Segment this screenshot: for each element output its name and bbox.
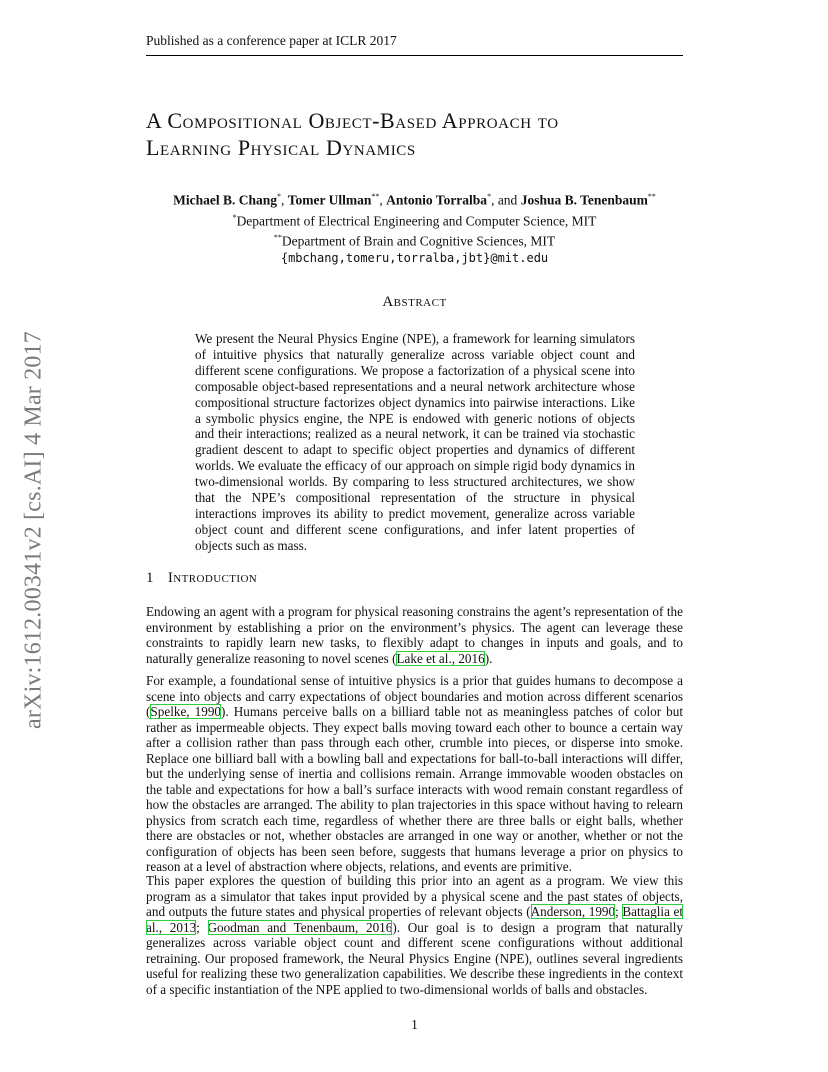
section-number: 1 <box>146 570 154 586</box>
affiliation-text: Department of Brain and Cognitive Sciences, MIT <box>281 233 556 249</box>
paragraph-text: ). Our goal is to design a program that naturally generalizes across variable object count and different scene configurations without additional retraining. Our proposed framework, the Neural Physics Engine (NPE), outlines several ingredients useful for realizing these two generalization capabilities. We describe these ingredients in the context of a specific instantiation of the NPE applied to two-dimensional worlds of balls and obstacles. <box>146 919 683 997</box>
affiliation-line <box>146 229 683 250</box>
paragraph-text: ). <box>484 650 493 666</box>
section-title: Introduction <box>167 570 258 586</box>
arxiv-stamp <box>8 300 60 760</box>
author-separator: , and <box>491 192 521 208</box>
author-name: Michael B. Chang <box>173 192 278 208</box>
affiliation-mark: ** <box>273 233 282 242</box>
paragraph-text: This paper explores the question of building this prior into an agent as a program. We view this program as a simulator that takes input provided by a physical scene and the past states of objects, and outputs the future states and physical properties of relevant objects ( <box>146 873 683 919</box>
author-block <box>146 188 683 267</box>
affiliation-line <box>146 209 683 230</box>
citation-link[interactable]: Battaglia et al., 2013 <box>146 904 683 935</box>
citation-link[interactable]: Spelke, 1990 <box>150 704 222 719</box>
abstract-text: We present the Neural Physics Engine (NPE), a framework for learning simulators of intuitive physics that naturally generalize across variable object count and different scene configurations. We propose a factorization of a physical scene into composable object-based representations and a neural network architecture whose compositional structure factorizes object dynamics into pairwise interactions. Like a symbolic physics engine, the NPE is endowed with generic notions of objects and their interactions; realized as a neural network, it can be trained via stochastic gradient descent to adapt to specific object properties and dynamics of different worlds. We evaluate the efficacy of our approach on simple rigid body dynamics in two-dimensional worlds. By comparing to less structured architectures, we show that the NPE’s compositional representation of the structure in physical interactions improves its ability to predict movement, generalize across variable object count and different scene configurations, and infer latent properties of objects such as mass. <box>195 331 635 553</box>
author-line <box>146 188 683 209</box>
author-email: {mbchang,tomeru,torralba,jbt}@mit.edu <box>280 250 549 265</box>
paragraph-text: ). Humans perceive balls on a billiard table not as meaningless patches of color but rather as impermeable objects. They expect balls moving toward each other to bounce a certain way after a collision rather than pass through each other, crumble into pieces, or disperse into smoke. Replace one billiard ball with a bowling ball and expectations for ball-to-ball interactions will differ, but the underlying sense of inertia and collisions remain. Arrange immovable wooden obstacles on the table and expectations for how a ball’s surface interacts with wood remain constant regardless of how the obstacles are arranged. The ability to plan trajectories in this space without having to relearn physics from scratch each time, regardless of whether there are three balls or eight balls, whether there are obstacles or not, whether obstacles are arranged in one way or another, whether or not the configuration of objects has been seen before, suggests that humans leverage a prior on physics to reason at a level of abstraction where objects, relations, and events are primitive. <box>146 704 683 874</box>
title-line-2: Learning Physical Dynamics <box>146 135 416 160</box>
page-number: 1 <box>411 1017 418 1032</box>
author-separator: , <box>281 192 288 208</box>
affiliation-text: Department of Electrical Engineering and Computer Science, MIT <box>236 213 597 228</box>
abstract-heading: Abstract <box>382 294 447 310</box>
paragraph-text: For example, a foundational sense of intuitive physics is a prior that guides humans to decompose a scene into objects and carry expectations of object boundaries and motion across different scenarios ( <box>146 673 683 719</box>
title-line-1: A Compositional Object-Based Approach to <box>146 108 559 133</box>
paragraph-text: Endowing an agent with a program for physical reasoning constrains the agent’s representation of the environment by establishing a prior on the environment’s physics. The agent can leverage these constraints to rapidly learn new tasks, to flexibly adapt to changes in inputs and goals, and to naturally generalize reasoning to novel scenes ( <box>146 604 683 666</box>
arxiv-identifier[interactable]: arXiv:1612.00341v2 [cs.AI] 4 Mar 2017 <box>20 331 47 729</box>
affiliation-mark: * <box>277 192 282 201</box>
citation-separator: ; <box>196 919 208 935</box>
intro-paragraph-1 <box>146 604 683 666</box>
citation-link[interactable]: Lake et al., 2016 <box>396 650 485 666</box>
affiliation-mark: * <box>487 192 492 201</box>
author-separator: , <box>379 192 387 208</box>
affiliation-mark: * <box>232 212 237 222</box>
author-name: Tomer Ullman <box>287 192 372 208</box>
intro-paragraph-3 <box>146 873 683 997</box>
author-name: Antonio Torralba <box>386 192 488 208</box>
citation-link[interactable]: Anderson, 1990 <box>530 904 616 919</box>
running-header: Published as a conference paper at ICLR 2017 <box>146 33 683 56</box>
affiliation-mark: ** <box>647 192 656 201</box>
author-name: Joshua B. Tenenbaum <box>520 192 648 208</box>
section-heading <box>146 570 257 587</box>
paper-title <box>146 107 686 161</box>
citation-link[interactable]: Goodman and Tenenbaum, 2016 <box>207 919 393 935</box>
intro-paragraph-2 <box>146 673 683 875</box>
affiliation-mark: ** <box>371 192 380 201</box>
citation-separator: ; <box>615 904 623 919</box>
